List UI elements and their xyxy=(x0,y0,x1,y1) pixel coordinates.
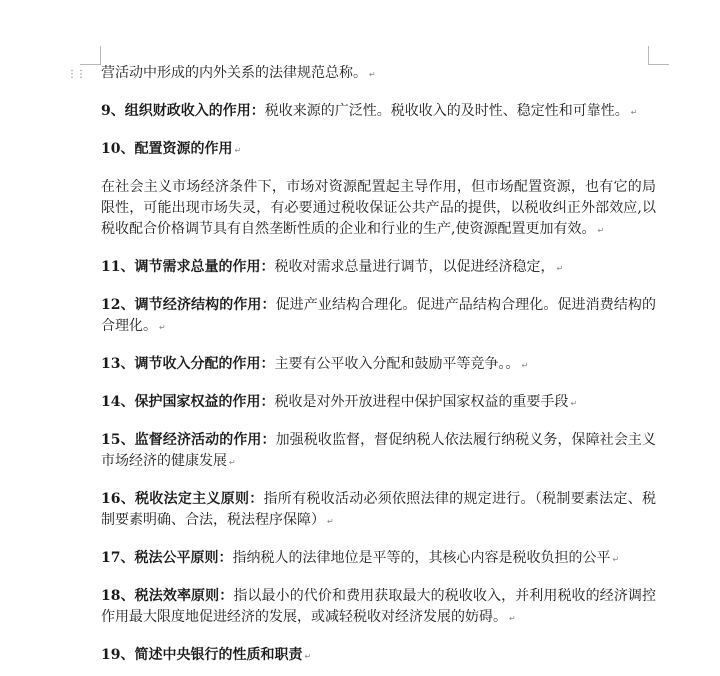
paragraph-2: 9、组织财政收入的作用：税收来源的广泛性。税收收入的及时性、稳定性和可靠性。 ↵ xyxy=(101,101,656,123)
paragraph-mark-icon: ↵ xyxy=(570,399,578,408)
paragraph-mark-icon: ↵ xyxy=(521,361,529,370)
heading-19: 19、简述中央银行的性质和职责 ↵ xyxy=(101,645,656,667)
paragraph-mark-icon: ↵ xyxy=(597,226,605,235)
paragraph-6: 12、调节经济结构的作用：促进产业结构合理化。促进产品结构合理化。促进消费结构的合理化。 ↵ xyxy=(101,295,656,338)
paragraph-9: 15、监督经济活动的作用：加强税收监督，督促纳税人依法履行纳税义务，保障社会主义市场经济的健康发展 ↵ xyxy=(101,430,656,473)
document-body xyxy=(101,63,656,676)
paragraph-mark-icon: ↵ xyxy=(369,70,376,79)
heading-10: 10、配置资源的作用 ↵ xyxy=(101,139,656,161)
paragraph-5: 11、调节需求总量的作用：税收对需求总量进行调节，以促进经济稳定， ↵ xyxy=(101,257,656,279)
paragraph-mark-icon: ↵ xyxy=(327,517,334,526)
crop-mark-top-left xyxy=(80,46,101,65)
paragraph-11: 17、税法公平原则：指纳税人的法律地位是平等的，其核心内容是税收负担的公平 ↵ xyxy=(101,548,656,570)
paragraph-mark-icon: ↵ xyxy=(229,458,236,467)
paragraph-mark-icon: ↵ xyxy=(556,264,564,273)
paragraph-4: 在社会主义市场经济条件下，市场对资源配置起主导作用，但市场配置资源，也有它的局限性，可能出现市场失灵，有必要通过税收保证公共产品的提供，以税收纠正外部效应,以税收配合价格调节具有自然垄断性质的企业和行业的生产,使资源配置更加有效。 ↵ xyxy=(101,177,656,241)
paragraph-7: 13、调节收入分配的作用：主要有公平收入分配和鼓励平等竞争。。 ↵ xyxy=(101,354,656,376)
paragraph-8: 14、保护国家权益的作用：税收是对外开放进程中保护国家权益的重要手段 ↵ xyxy=(101,392,656,414)
paragraph-mark-icon: ↵ xyxy=(159,323,166,332)
paragraph-10: 16、税收法定主义原则：指所有税收活动必须依照法律的规定进行。（税制要素法定、税制要素明确、合法，税法程序保障） ↵ xyxy=(101,489,656,532)
paragraph-mark-icon: ↵ xyxy=(612,555,620,564)
paragraph-mark-icon: ↵ xyxy=(234,146,242,155)
paragraph-12: 18、税法效率原则：指以最小的代价和费用获取最大的税收收入，并利用税收的经济调控作用最大限度地促进经济的发展，或减轻税收对经济发展的妨碍。 ↵ xyxy=(101,586,656,629)
paragraph-mark-icon: ↵ xyxy=(630,108,638,117)
paragraph-mark-icon: ↵ xyxy=(304,652,312,661)
paragraph-mark-icon: ↵ xyxy=(509,614,516,623)
move-handle-icon[interactable]: ⋮⋮ xyxy=(67,69,85,80)
paragraph-1: 营活动中形成的内外关系的法律规范总称。 ↵ xyxy=(101,63,656,85)
